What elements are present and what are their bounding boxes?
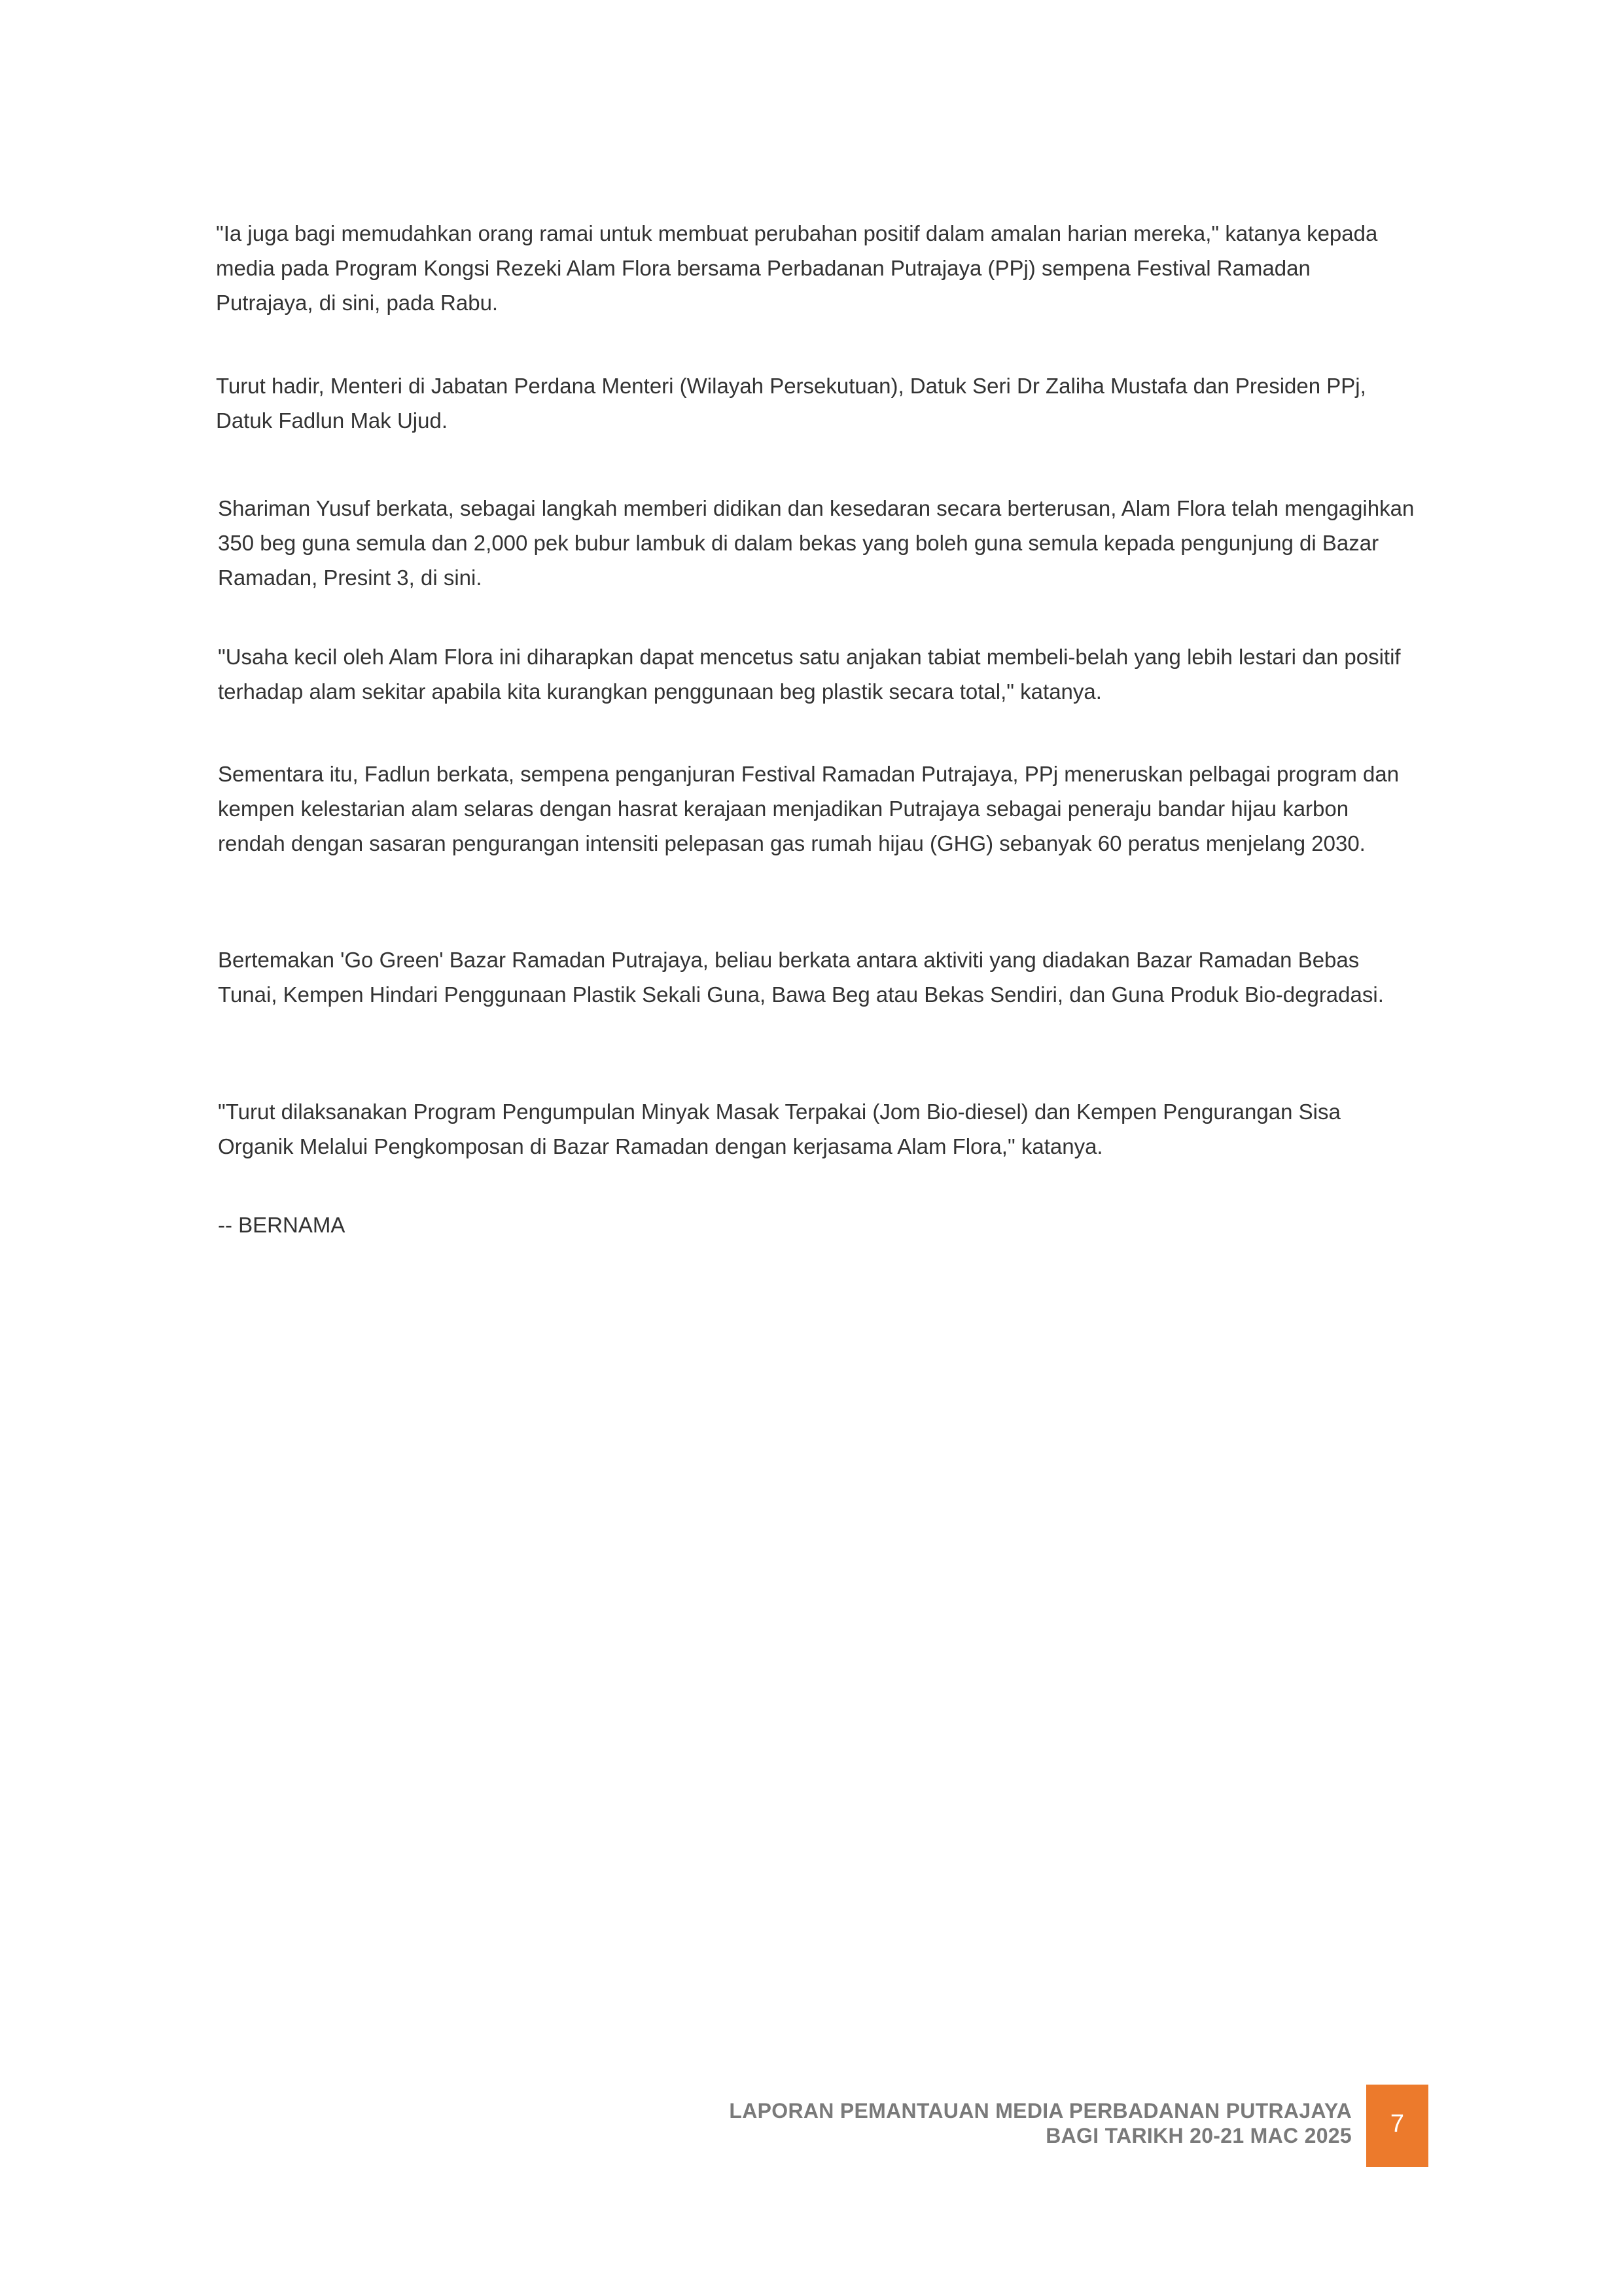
article-paragraph: "Usaha kecil oleh Alam Flora ini diharapkan dapat mencetus satu anjakan tabiat membeli-belah yang lebih lestari dan positif terhadap alam sekitar apabila kita kurangkan penggunaan beg plastik secara total," katanya. [218, 645, 1401, 704]
article-paragraph: "Turut dilaksanakan Program Pengumpulan Minyak Masak Terpakai (Jom Bio-diesel) dan Kempen Pengurangan Sisa Organik Melalui Pengkomposan di Bazar Ramadan dengan kerjasama Alam Flora," katanya. [218, 1100, 1341, 1158]
footer-line-2: BAGI TARIKH 20-21 MAC 2025 [1046, 2124, 1352, 2147]
footer-line-1: LAPORAN PEMANTAUAN MEDIA PERBADANAN PUTRAJAYA [729, 2099, 1352, 2123]
page-number-badge: 7 [1366, 2085, 1428, 2167]
article-paragraph: Turut hadir, Menteri di Jabatan Perdana Menteri (Wilayah Persekutuan), Datuk Seri Dr Zaliha Mustafa dan Presiden PPj, Datuk Fadlun Mak Ujud. [216, 374, 1366, 433]
article-paragraph: "Ia juga bagi memudahkan orang ramai untuk membuat perubahan positif dalam amalan harian mereka," katanya kepada media pada Program Kongsi Rezeki Alam Flora bersama Perbadanan Putrajaya (PPj) sempena Festival Ramadan Putrajaya, di sini, pada Rabu. [216, 221, 1378, 315]
article-paragraph: Shariman Yusuf berkata, sebagai langkah memberi didikan dan kesedaran secara berterusan, Alam Flora telah mengagihkan 350 beg guna semula dan 2,000 pek bubur lambuk di dalam bekas yang boleh guna semula kepada pengunjung di Bazar Ramadan, Presint 3, di sini. [218, 496, 1415, 590]
footer-report-title [729, 2098, 1352, 2148]
article-source: -- BERNAMA [218, 1213, 345, 1237]
article-paragraph: Sementara itu, Fadlun berkata, sempena penganjuran Festival Ramadan Putrajaya, PPj meneruskan pelbagai program dan kempen kelestarian alam selaras dengan hasrat kerajaan menjadikan Putrajaya sebagai peneraju bandar hijau karbon rendah dengan sasaran pengurangan intensiti pelepasan gas rumah hijau (GHG) sebanyak 60 peratus menjelang 2030. [218, 762, 1400, 855]
article-paragraph: Bertemakan 'Go Green' Bazar Ramadan Putrajaya, beliau berkata antara aktiviti yang diadakan Bazar Ramadan Bebas Tunai, Kempen Hindari Penggunaan Plastik Sekali Guna, Bawa Beg atau Bekas Sendiri, dan Guna Produk Bio-degradasi. [218, 948, 1384, 1007]
